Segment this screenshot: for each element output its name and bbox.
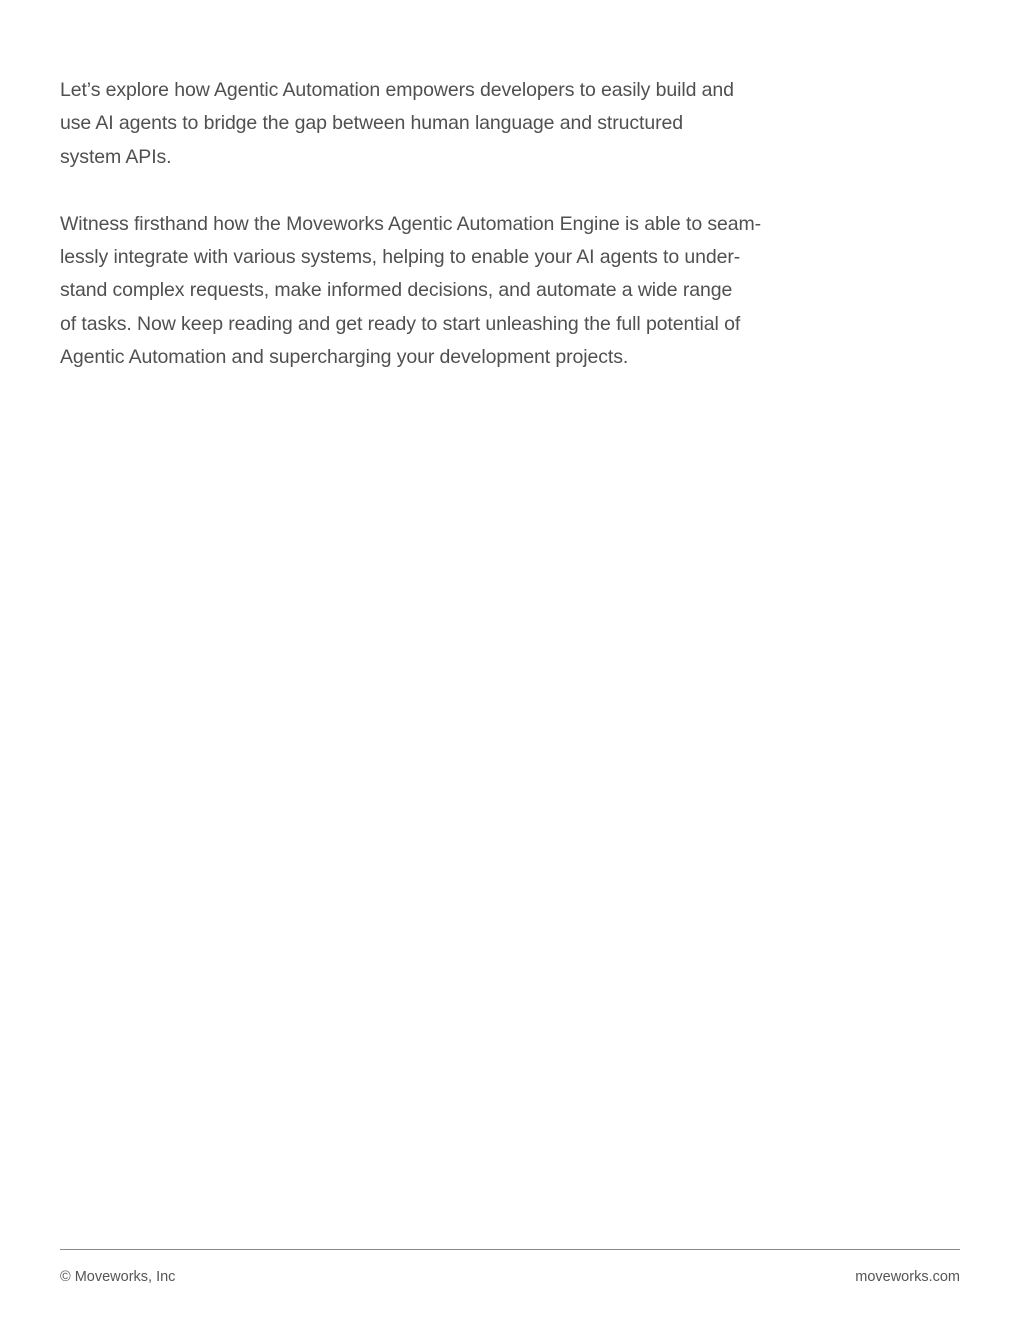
paragraph-line: lessly integrate with various systems, helping to enable your AI agents to under- xyxy=(60,246,741,269)
paragraph-line: system APIs. xyxy=(60,145,172,168)
paragraph-line: Let’s explore how Agentic Automation empowers developers to easily build and xyxy=(60,79,734,101)
paragraph-line: stand complex requests, make informed decisions, and automate a wide range xyxy=(60,279,733,302)
paragraph-line: of tasks. Now keep reading and get ready to start unleashing the full potential of xyxy=(60,312,741,335)
page-content xyxy=(60,74,790,375)
footer-website-link[interactable]: moveworks.com xyxy=(855,1269,960,1285)
footer-divider xyxy=(60,1249,960,1250)
engine-paragraph xyxy=(60,208,790,375)
footer-copyright: © Moveworks, Inc xyxy=(60,1269,176,1285)
intro-paragraph xyxy=(60,74,790,174)
paragraph-line: Witness firsthand how the Moveworks Agentic Automation Engine is able to seam- xyxy=(60,212,762,235)
paragraph-line: Agentic Automation and supercharging your development projects. xyxy=(60,346,629,369)
paragraph-line: use AI agents to bridge the gap between human language and structured xyxy=(60,112,683,135)
